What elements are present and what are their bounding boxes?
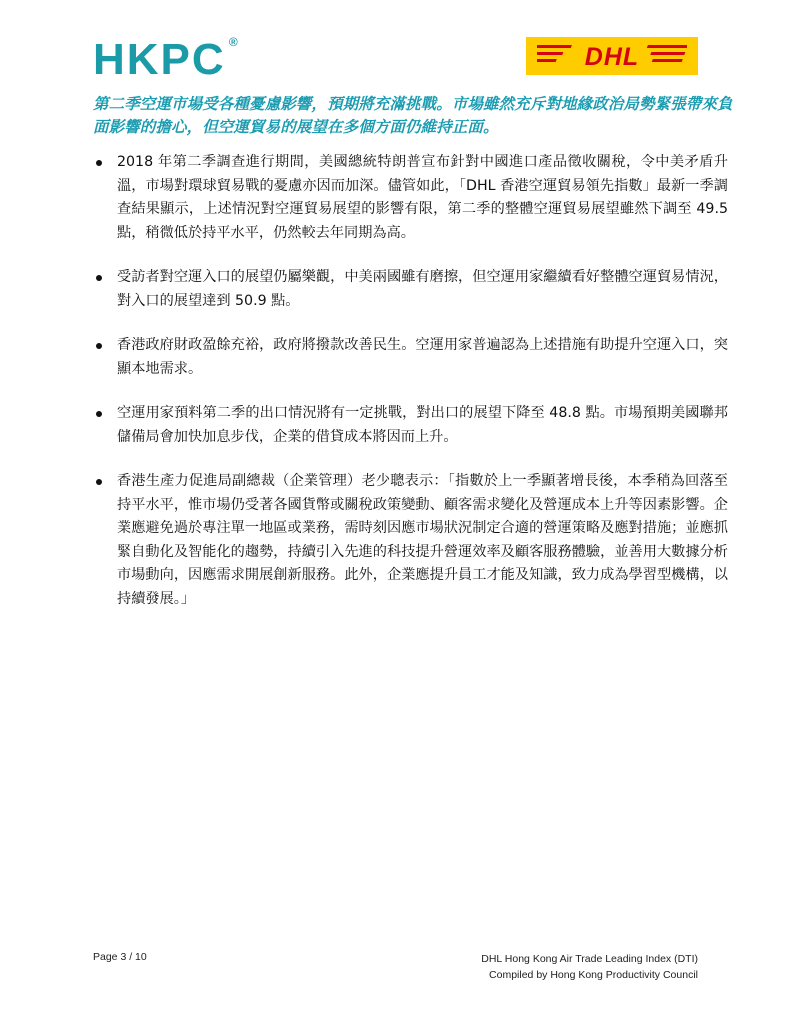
headline: 第二季空運市場受各種憂慮影響，預期將充滿挑戰。市場雖然充斥對地緣政治局勢緊張帶來負面影響的擔心，但空運貿易的展望在多個方面仍維持正面。 bbox=[93, 95, 733, 136]
bullet-item bbox=[93, 402, 728, 449]
bullet-dot-icon bbox=[96, 343, 102, 349]
bullet-dot-icon bbox=[96, 479, 102, 485]
bullet-dot-icon bbox=[96, 160, 102, 166]
bullet-dot-icon bbox=[96, 411, 102, 417]
bullet-dot-icon bbox=[96, 275, 102, 281]
bullet-item bbox=[93, 266, 728, 313]
footer-title-line2: Compiled by Hong Kong Productivity Council bbox=[489, 969, 698, 981]
bullet-list bbox=[93, 151, 728, 632]
page-number: Page 3 / 10 bbox=[93, 951, 147, 963]
footer-title bbox=[481, 951, 698, 983]
bullet-text: 2018 年第二季調查進行期間，美國總統特朗普宣布針對中國進口產品徵收關稅，令中美矛盾升溫，市場對環球貿易戰的憂慮亦因而加深。儘管如此，「DHL 香港空運貿易領先指數」最新一季調查結果顯示，上述情況對空運貿易展望的影響有限，第二季的整體空運貿易展望雖然下調至 49.5 點，稍微低於持平水平，仍然較去年同期為高。 bbox=[117, 154, 728, 241]
dhl-logo bbox=[526, 37, 698, 75]
dhl-logo-graphic bbox=[537, 42, 687, 70]
bullet-text: 香港生產力促進局副總裁（企業管理）老少聰表示：「指數於上一季顯著增長後，本季稍為回落至持平水平，惟市場仍受著各國貨幣或關稅政策變動、顧客需求變化及營運成本上升等因素影響。企業應避免過於專注單一地區或業務，需時刻因應市場狀況制定合適的營運策略及應對措施；並應抓緊自動化及智能化的趨勢，持續引入先進的科技提升營運效率及顧客服務體驗，並善用大數據分析市場動向，因應需求開展創新服務。此外，企業應提升員工才能及知識，致力成為學習型機構，以持續發展。」 bbox=[117, 473, 728, 607]
bullet-item bbox=[93, 334, 728, 381]
bullet-item bbox=[93, 470, 728, 611]
bullet-item bbox=[93, 151, 728, 245]
dhl-logo-text: DHL bbox=[584, 43, 640, 70]
bullet-text: 受訪者對空運入口的展望仍屬樂觀，中美兩國雖有磨擦，但空運用家繼續看好整體空運貿易情況，對入口的展望達到 50.9 點。 bbox=[117, 269, 728, 309]
bullet-text: 香港政府財政盈餘充裕，政府將撥款改善民生。空運用家普遍認為上述措施有助提升空運入口，突顯本地需求。 bbox=[117, 337, 728, 377]
hkpc-logo-mark: ® bbox=[228, 35, 240, 49]
hkpc-logo-text: HKPC bbox=[93, 35, 226, 84]
hkpc-logo bbox=[93, 35, 240, 84]
footer-title-line1: DHL Hong Kong Air Trade Leading Index (DTI) bbox=[481, 953, 698, 965]
bullet-text: 空運用家預料第二季的出口情況將有一定挑戰，對出口的展望下降至 48.8 點。市場預期美國聯邦儲備局會加快加息步伐，企業的借貸成本將因而上升。 bbox=[117, 405, 728, 445]
